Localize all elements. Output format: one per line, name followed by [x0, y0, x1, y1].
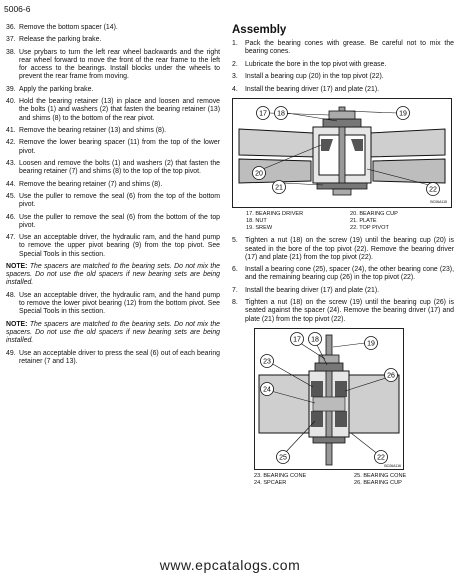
legend-item: 25. BEARING CONE [354, 472, 407, 479]
callout-21: 21 [275, 184, 283, 192]
left-steps-2 [6, 292, 220, 317]
callout-18: 18 [311, 336, 319, 344]
step-number: 8. [232, 299, 238, 307]
callout-22: 22 [429, 186, 437, 194]
procedure-step [232, 73, 454, 81]
callout-24: 24 [263, 386, 271, 394]
procedure-step [6, 49, 220, 82]
step-number: 49. [6, 349, 16, 357]
procedure-step [232, 299, 454, 324]
step-text: Install the bearing driver (17) and plate (21). [245, 286, 380, 294]
figure-bearing-cone-install [254, 328, 404, 470]
legend-item: 23. BEARING CONE [254, 472, 307, 479]
procedure-step [232, 61, 454, 69]
procedure-step [6, 193, 220, 209]
procedure-step [232, 287, 454, 295]
step-text: Install a bearing cup (20) in the top pivot (22). [245, 73, 384, 81]
callout-23: 23 [263, 358, 271, 366]
step-text: Use an acceptable driver to press the seal (6) out of each bearing retainer (7 and 13). [19, 349, 220, 366]
step-text: Remove the bearing retainer (13) and shims (8). [19, 126, 167, 134]
legend-item: 19. SREW [246, 224, 273, 231]
legend-item: 22. TOP PIVOT [350, 224, 389, 231]
step-text: Remove the bottom spacer (14). [19, 24, 118, 31]
step-text: Use prybars to turn the left rear wheel backwards and the right rear wheel forward to move the front of the rear frame to the left for access to the bearings. Install blocks under the wheels to prevent the rear frame from moving. [19, 48, 220, 81]
figure-2-legend [254, 473, 454, 487]
step-number: 7. [232, 286, 238, 294]
note-text: The spacers are matched to the bearing sets. Do not mix the spacers. Do not use the old spacers if new bearing sets are being installed. [6, 262, 220, 287]
step-number: 42. [6, 139, 16, 147]
note-label: NOTE: [6, 262, 28, 270]
step-text: Use the puller to remove the seal (6) from the bottom of the top pivot. [19, 213, 220, 229]
step-number: 44. [6, 180, 16, 188]
procedure-step [6, 127, 220, 135]
step-number: 39. [6, 85, 16, 93]
step-text: Tighten a nut (18) on the screw (19) until the bearing cup (26) is seated against the spacer (24). Remove the bearing driver (17) and plate (21) from the top pivot (22). [245, 299, 454, 323]
left-column [6, 24, 220, 371]
legend-item: 18. NUT [246, 217, 267, 224]
procedure-step [232, 266, 454, 282]
figure-code: BC06A116 [384, 463, 401, 468]
legend-item: 26. BEARING CUP [354, 479, 402, 486]
procedure-step [6, 214, 220, 230]
callout-26: 26 [387, 372, 395, 380]
step-text: Use the puller to remove the seal (6) from the top of the bottom pivot. [19, 192, 220, 209]
pivot-diagram-1 [233, 99, 451, 207]
note-text: The spacers are matched to the bearing sets. Do not mix the spacers. Do not use the old spacers if new bearing sets are being installed. [6, 320, 220, 345]
callout-19: 19 [367, 340, 375, 348]
step-number: 43. [6, 159, 16, 167]
procedure-step [6, 181, 220, 189]
step-number: 47. [6, 234, 16, 242]
figure-1-legend [246, 211, 454, 231]
step-number: 3. [232, 73, 238, 81]
step-text: Install a bearing cone (25), spacer (24), the other bearing cone (23), and the remaining bearing cup (26) in the top pivot (22). [245, 266, 454, 282]
step-number: 2. [232, 60, 238, 68]
step-number: 4. [232, 85, 238, 93]
step-text: Pack the bearing cones with grease. Be careful not to mix the bearing cones. [245, 40, 454, 56]
note-label: NOTE: [6, 320, 28, 328]
procedure-step [6, 350, 220, 366]
step-number: 48. [6, 292, 16, 300]
procedure-step [6, 234, 220, 259]
right-column [232, 24, 454, 493]
watermark: www.epcatalogs.com [159, 557, 301, 573]
step-number: 36. [6, 24, 16, 31]
step-number: 40. [6, 98, 16, 106]
callout-17: 17 [259, 110, 267, 118]
step-number: 6. [232, 266, 238, 274]
procedure-step [6, 24, 220, 32]
page-number: 5006-6 [4, 4, 31, 14]
step-text: Release the parking brake. [19, 36, 102, 44]
step-number: 38. [6, 48, 16, 56]
step-text: Use an acceptable driver, the hydraulic ram, and the hand pump to remove the lower pivot bearing (12) from the bottom pivot. See Special Tools in this section. [19, 292, 220, 316]
step-text: Remove the lower bearing spacer (11) from the top of the lower pivot. [19, 139, 220, 155]
procedure-step [232, 86, 454, 94]
step-number: 1. [232, 40, 238, 48]
callout-20: 20 [255, 170, 263, 178]
step-number: 37. [6, 36, 16, 44]
step-text: Apply the parking brake. [19, 85, 94, 93]
callout-18: 18 [277, 110, 285, 118]
procedure-step [6, 139, 220, 155]
legend-item: 17. BEARING DRIVER [246, 210, 304, 217]
procedure-step [232, 40, 454, 56]
step-text: Loosen and remove the bolts (1) and washers (2) that fasten the bearing retainer (7) and shims (8) to the top of the top pivot. [19, 159, 220, 176]
step-number: 5. [232, 237, 238, 245]
note-1 [6, 263, 220, 288]
pivot-diagram-2 [255, 329, 403, 469]
step-text: Tighten a nut (18) on the screw (19) until the bearing cup (20) is seated in the bore of the top pivot (22). Remove the bearing driver (17) and plate (21) from the top pivot (22). [245, 237, 454, 261]
figure-code: BC06A115 [430, 199, 447, 204]
step-text: Remove the bearing retainer (7) and shims (8). [19, 180, 163, 188]
procedure-step [6, 98, 220, 123]
step-number: 46. [6, 213, 16, 221]
callout-25: 25 [279, 454, 287, 462]
left-steps-3 [6, 350, 220, 366]
procedure-step [6, 292, 220, 317]
left-steps [6, 24, 220, 259]
step-text: Lubricate the bore in the top pivot with grease. [245, 60, 387, 68]
procedure-step [6, 86, 220, 94]
assembly-heading: Assembly [232, 24, 287, 36]
figure-bearing-driver-install [232, 98, 452, 208]
step-text: Hold the bearing retainer (13) in place and loosen and remove the bolts (1) and washers (2) that fasten the bearing retainer (13) and shims (8) to the bottom of the rear pivot. [19, 98, 220, 122]
right-steps-1 [232, 40, 454, 94]
step-number: 45. [6, 192, 16, 200]
callout-22: 22 [377, 454, 385, 462]
procedure-step [232, 237, 454, 262]
procedure-step [6, 160, 220, 176]
legend-item: 21. PLATE [350, 217, 377, 224]
note-2 [6, 321, 220, 346]
right-steps-2 [232, 237, 454, 323]
callout-19: 19 [399, 110, 407, 118]
procedure-step [6, 36, 220, 44]
step-text: Use an acceptable driver, the hydraulic ram, and the hand pump to remove the upper pivot bearing (9) from the top pivot. See Special Tools in this section. [19, 234, 220, 258]
callout-17: 17 [293, 336, 301, 344]
legend-item: 20. BEARING CUP [350, 210, 398, 217]
step-text: Install the bearing driver (17) and plate (21). [245, 85, 380, 93]
legend-item: 24. SPCAER [254, 479, 287, 486]
step-number: 41. [6, 126, 16, 134]
